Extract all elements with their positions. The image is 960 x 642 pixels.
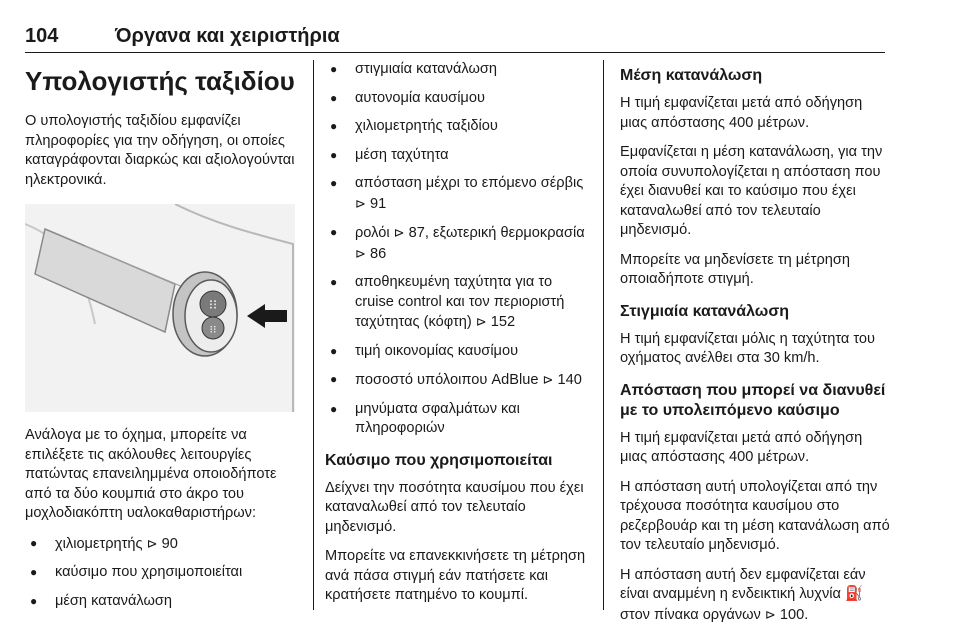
xref-icon: ⊳ [764,606,776,622]
list-item [325,89,595,109]
column-divider [313,60,314,610]
selection-paragraph: Ανάλογα με το όχημα, μπορείτε να επιλέξετε τις ακόλουθες λειτουργίες πατώντας επανειλημμένα οποιοδήποτε από τα δύο κουμπιά στο άκρο του μοχλοδιακόπτη υαλοκαθαριστήρων: [25,427,277,521]
list-item-text: στιγμιαία κατανάλωση [355,61,498,77]
list-item-text: , εξωτερική θερμοκρασία [424,225,585,241]
xref-icon: ⊳ [542,372,554,387]
list-item-text: μηνύματα σφαλμάτων και πληροφοριών [355,400,520,436]
fuel-used-heading: Καύσιμο που χρησιμοποιείται [325,451,553,469]
range-heading: Απόσταση που μπορεί να διανυθεί με το υπολειπόμενο καύσιμο [620,381,886,419]
list-item-text: ρολόι [355,225,390,241]
list-item-text: μέση κατανάλωση [55,592,172,609]
list-item [325,370,595,391]
instant-consumption-p1: Η τιμή εμφανίζεται μόλις η ταχύτητα του οχήματος ανέλθει στα 30 km/h. [620,330,876,366]
page-reference[interactable]: 90 [161,535,178,552]
column-3 [620,60,890,635]
list-item [325,400,595,439]
page-reference[interactable]: 152 [490,314,516,330]
list-item-text: τιμή οικονομίας καυσίμου [355,342,519,359]
list-item-text: αυτονομία καυσίμου [355,89,485,106]
avg-consumption-heading: Μέση κατανάλωση [620,67,763,84]
list-item [25,592,305,612]
svg-text:⁝⁝: ⁝⁝ [208,298,218,313]
page-reference[interactable]: 140 [557,372,582,388]
list-item [325,273,595,333]
list-item-text: αποθηκευμένη ταχύτητα για το cruise control και τον περιοριστή ταχύτητας (κόφτη) [355,274,565,330]
instant-consumption-heading: Στιγμιαία κατανάλωση [620,302,790,320]
wiper-stalk-illustration [25,204,295,412]
avg-consumption-p1: Η τιμή εμφανίζεται μετά από οδήγηση μιας απόστασης 400 μέτρων. [620,95,863,131]
page-reference[interactable]: 91 [369,195,387,212]
list-item [25,534,305,555]
list-item-text: χιλιομετρητής ταξιδίου [355,118,498,134]
fuel-used-p2: Μπορείτε να επανεκκινήσετε τη μέτρηση ανά πάσα στιγμή εάν πατήσετε και κρατήσετε πατημένο το κουμπί. [325,548,586,603]
avg-consumption-p2: Εμφανίζεται η μέση κατανάλωση, για την οποία συνυπολογίζεται η απόσταση που έχει διανυθεί και το καύσιμο που έχει καταναλωθεί από τον τελευταίο μηδενισμό. [620,144,883,238]
range-p1: Η τιμή εμφανίζεται μετά από οδήγηση μιας απόστασης 400 μέτρων. [620,429,863,465]
list-item [325,174,595,214]
intro-paragraph: Ο υπολογιστής ταξιδίου εμφανίζει πληροφορίες για την οδήγηση, οι οποίες καταγράφονται διαρκώς και αξιολογούνται ηλεκτρονικά. [25,113,295,188]
list-item [325,223,595,264]
list-item [325,146,595,166]
page-header [25,20,935,54]
xref-icon: ⊳ [355,195,366,211]
range-p3 [620,566,890,626]
section-title: Υπολογιστής ταξιδίου [25,66,295,96]
wiper-stalk-drawing [25,204,295,412]
column-1 [25,60,305,620]
page-reference[interactable]: 87 [408,225,425,241]
list-item-text: απόσταση μέχρι το επόμενο σέρβις [355,175,584,191]
page-reference[interactable]: 86 [369,245,387,262]
xref-icon: ⊳ [355,245,366,261]
xref-icon: ⊳ [475,314,487,329]
range-p2: Η απόσταση αυτή υπολογίζεται από την τρέχουσα ποσότητα καυσίμου στο ρεζερβουάρ και τη μέση κατανάλωση από τον τελευταίο μηδενισμό. [620,478,890,553]
fuel-used-p1: Δείχνει την ποσότητα καυσίμου που έχει καταναλωθεί από τον τελευταίο μηδενισμό. [325,479,584,535]
chapter-title: Όργανα και χειριστήρια [115,25,340,47]
range-p3-ref: 100. [779,606,809,623]
list-item-text: χιλιομετρητής [55,535,143,552]
function-list-2 [325,60,595,439]
function-list-1 [25,534,305,612]
list-item [25,563,305,583]
xref-icon: ⊳ [393,225,405,240]
fuel-pump-icon: ⛽ [845,586,864,602]
list-item-text: μέση ταχύτητα [355,146,449,163]
column-divider [603,60,604,610]
page-number: 104 [25,25,59,47]
range-p3-text-b: στον πίνακα οργάνων [620,606,761,623]
xref-icon: ⊳ [146,535,158,551]
list-item-text: καύσιμο που χρησιμοποιείται [55,564,243,580]
list-item [325,342,595,362]
column-2 [325,60,595,616]
svg-text:⁝⁝: ⁝⁝ [209,323,217,336]
list-item [325,117,595,137]
list-item-text: ποσοστό υπόλοιπου AdBlue [355,372,539,388]
header-rule [25,52,885,53]
range-p3-text-a: Η απόσταση αυτή δεν εμφανίζεται εάν είναι αναμμένη η ενδεικτική λυχνία [620,566,866,602]
avg-consumption-p3: Μπορείτε να μηδενίσετε τη μέτρηση οποιαδήποτε στιγμή. [620,251,850,287]
list-item [325,60,595,80]
